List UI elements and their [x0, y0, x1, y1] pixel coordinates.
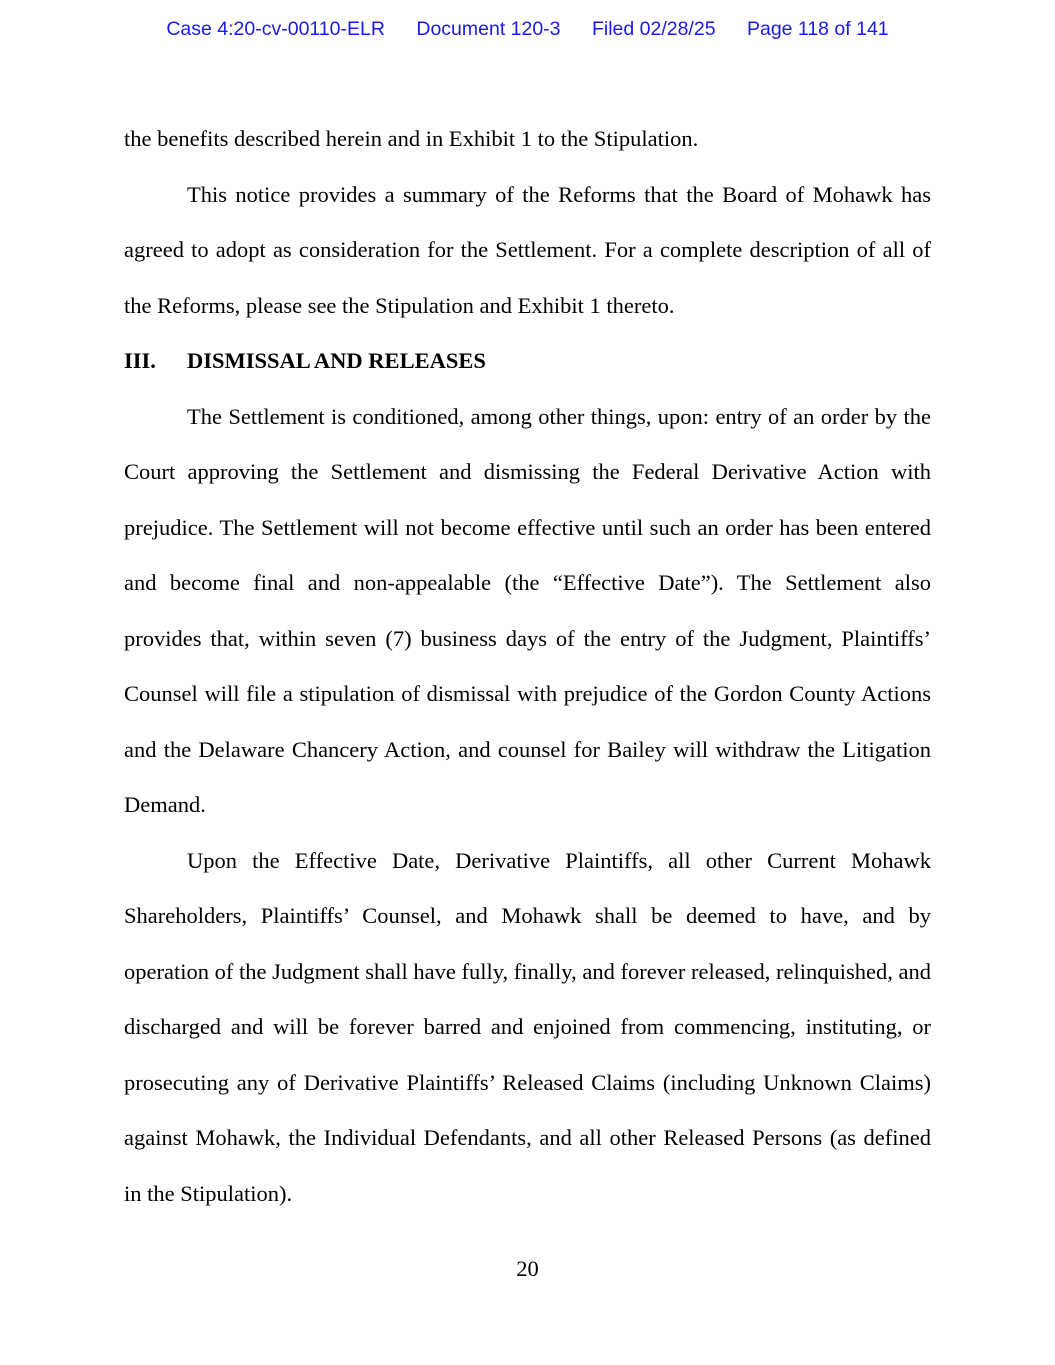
paragraph-reforms-summary: This notice provides a summary of the Reforms that the Board of Mohawk has agreed to adopt as consideration for the Settlement. For a complete description of all of the Reforms, please see the Stipulation and Exhibit 1 thereto. [124, 181, 931, 318]
section-number: III. [124, 348, 156, 373]
court-filing-header [0, 18, 1055, 41]
section-heading [124, 333, 931, 389]
page-number: 20 [516, 1256, 539, 1281]
filed-date: Filed 02/28/25 [591, 18, 716, 40]
document-body [124, 111, 931, 1221]
section-title: DISMISSAL AND RELEASES [187, 348, 486, 373]
document-number: Document 120-3 [416, 18, 561, 40]
paragraph-continuation: the benefits described herein and in Exhibit 1 to the Stipulation. [124, 126, 699, 151]
paragraph-settlement-conditions: The Settlement is conditioned, among other things, upon: entry of an order by the Court approving the Settlement and dismissing the Federal Derivative Action with prejudice. The Settlement will not become effective until such an order has been entered and become final and non-appealable (the “Effective Date”). The Settlement also provides that, within seven (7) business days of the entry of the Judgment, Plaintiffs’ Counsel will file a stipulation of dismissal with prejudice of the Gordon County Actions and the Delaware Chancery Action, and counsel for Bailey will withdraw the Litigation Demand. [124, 403, 931, 817]
paragraph-releases: Upon the Effective Date, Derivative Plaintiffs, all other Current Mohawk Shareholders, Plaintiffs’ Counsel, and Mohawk shall be deemed to have, and by operation of the Judgment shall have fully, finally, and forever released, relinquished, and discharged and will be forever barred and enjoined from commencing, instituting, or prosecuting any of Derivative Plaintiffs’ Released Claims (including Unknown Claims) against Mohawk, the Individual Defendants, and all other Released Persons (as defined in the Stipulation). [124, 847, 931, 1206]
page-count: Page 118 of 141 [746, 18, 889, 40]
case-number: Case 4:20-cv-00110-ELR [166, 18, 385, 40]
